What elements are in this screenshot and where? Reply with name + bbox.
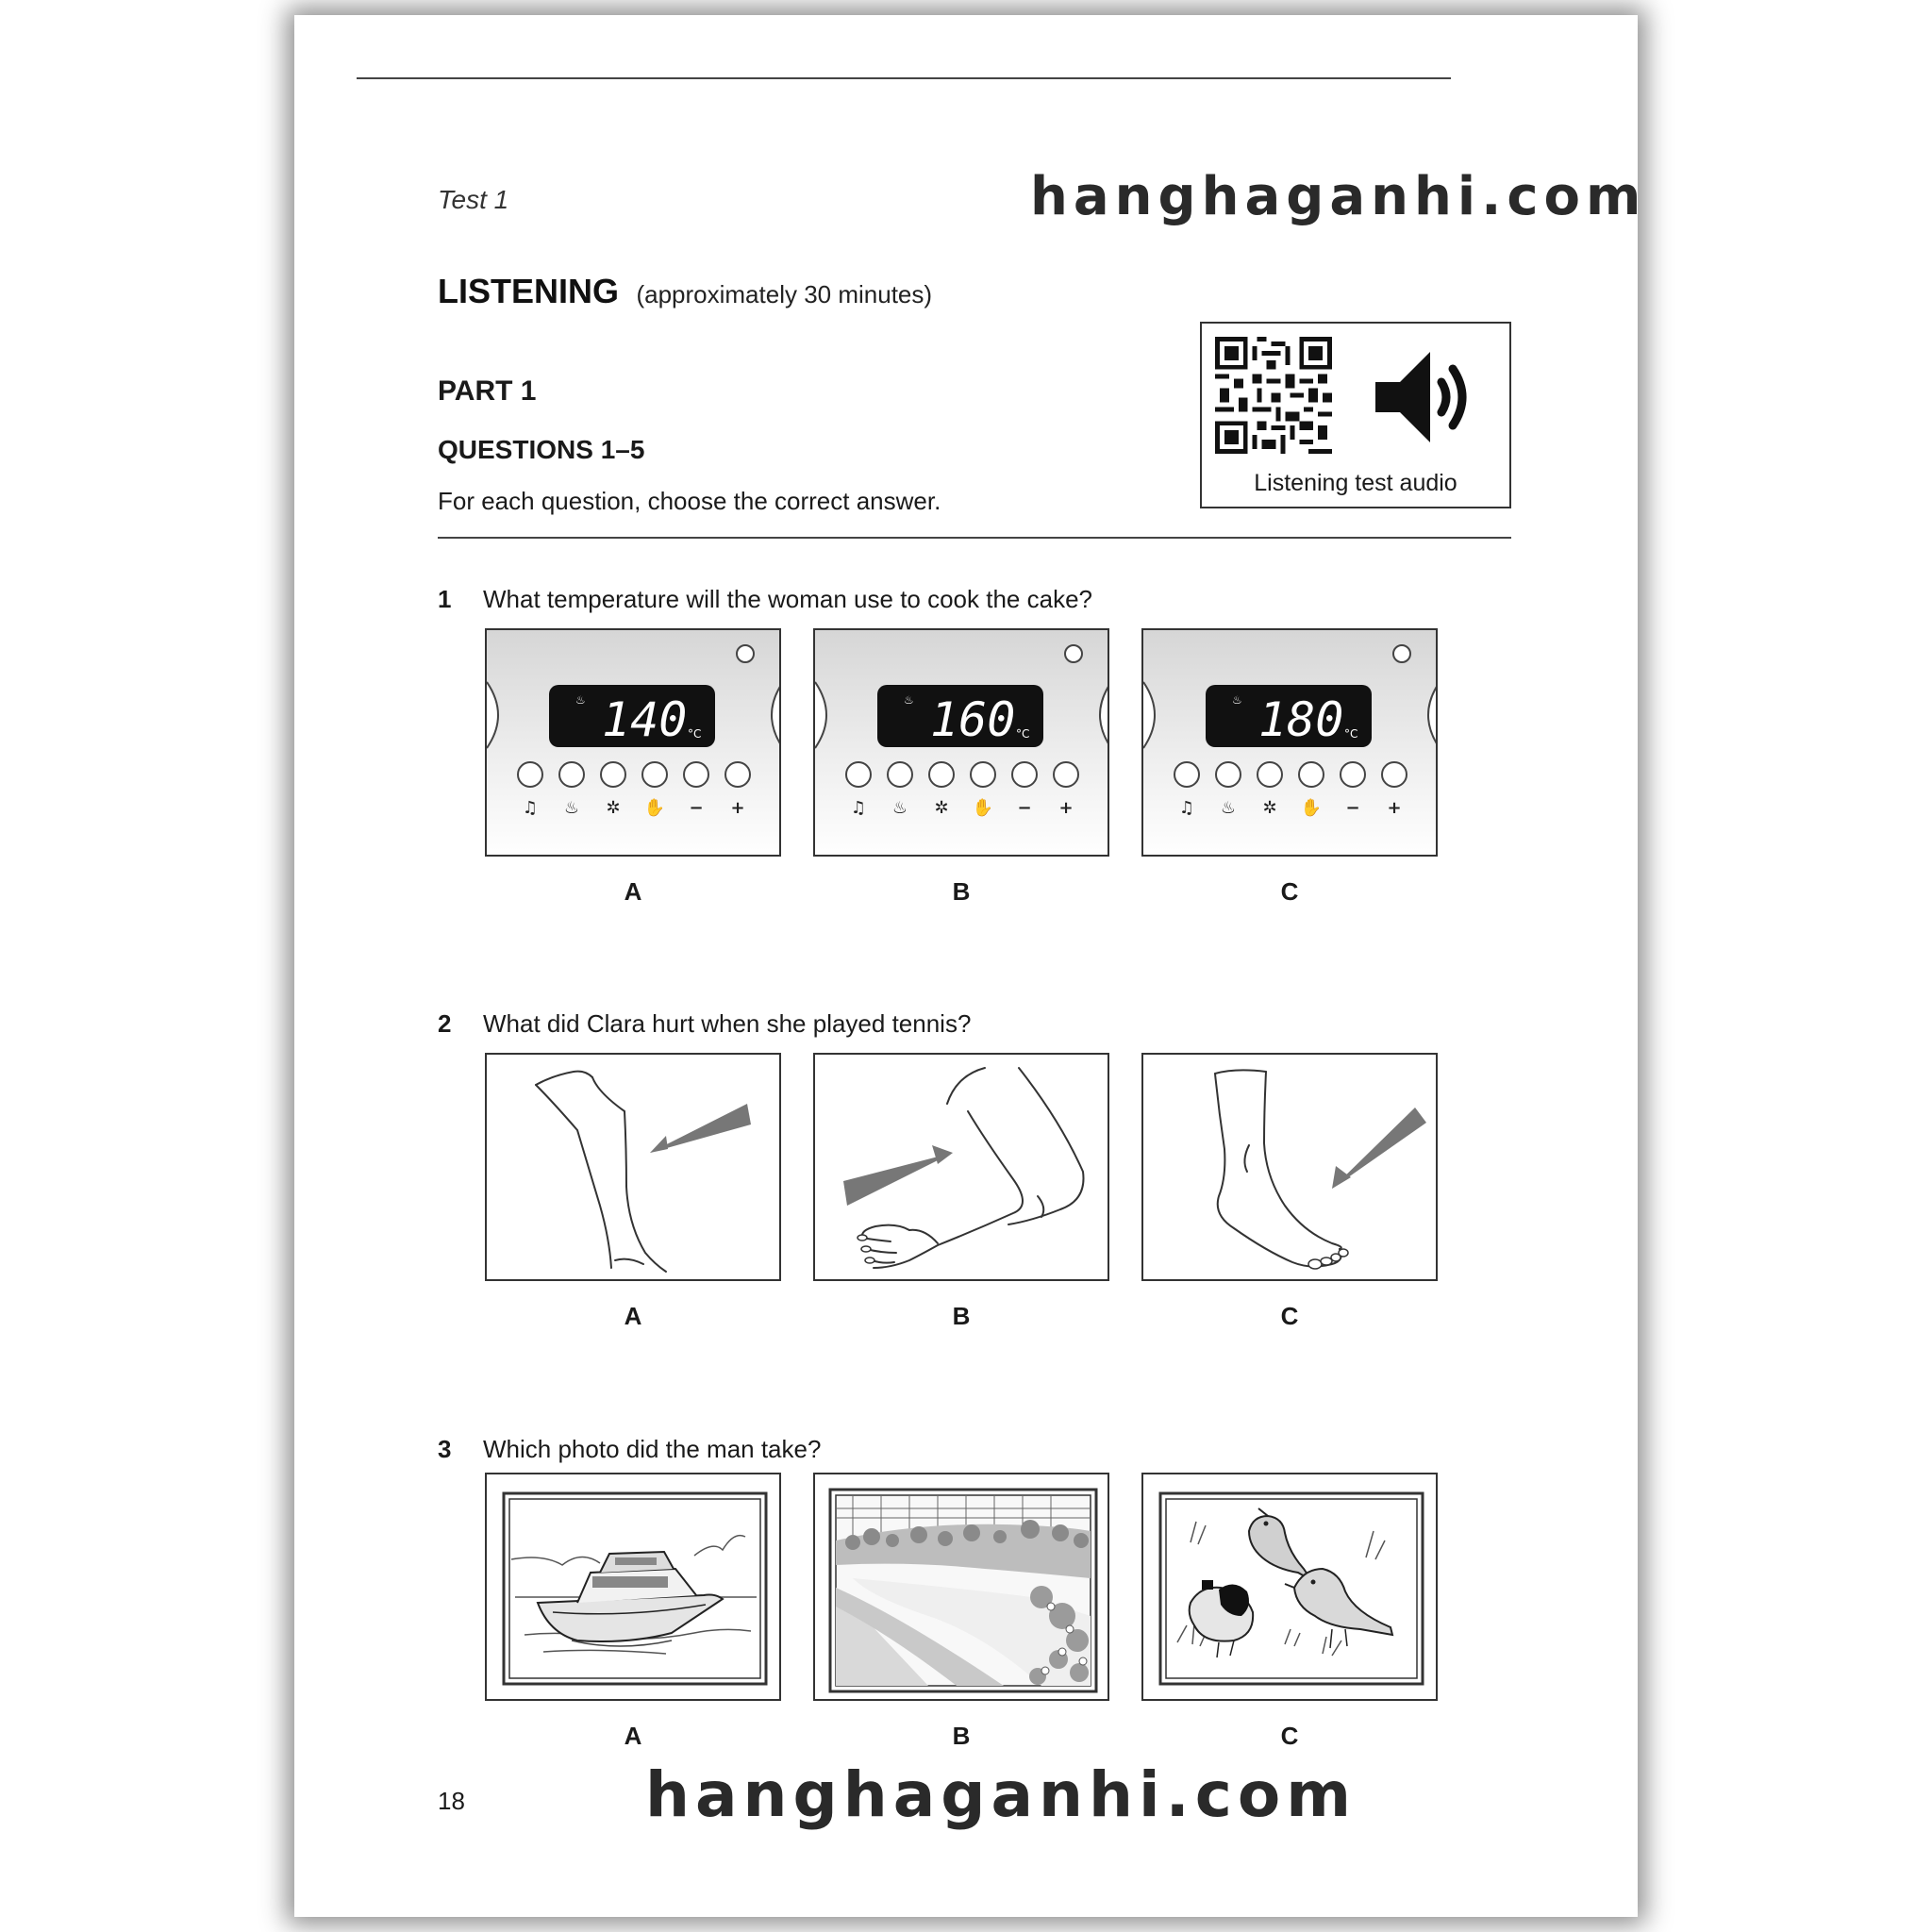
- oven-panel-icon: [815, 630, 1109, 857]
- birds-photo-icon: [1143, 1474, 1438, 1701]
- option-a-oven[interactable]: [485, 628, 781, 857]
- questions-range: QUESTIONS 1–5: [438, 435, 645, 464]
- svg-text:♨: ♨: [1220, 798, 1237, 818]
- leg-icon: [487, 1055, 781, 1281]
- oven-display-value: 160: [930, 692, 1016, 747]
- svg-text:♨: ♨: [891, 798, 908, 818]
- svg-text:✋: ✋: [1300, 798, 1323, 818]
- option-b-photo[interactable]: [813, 1473, 1109, 1701]
- option-c-foot[interactable]: [1141, 1053, 1438, 1281]
- question-text: What did Clara hurt when she played tennis?: [483, 1009, 972, 1038]
- oven-panel-icon: [1143, 630, 1438, 857]
- foot-icon: [1143, 1055, 1438, 1281]
- question-text: What temperature will the woman use to cook the cake?: [483, 585, 1092, 613]
- option-letter-c: C: [1280, 1722, 1299, 1750]
- audio-caption: Listening test audio: [1254, 470, 1457, 496]
- arm-icon: [815, 1055, 1109, 1281]
- document-page: [294, 15, 1647, 1917]
- svg-text:+: +: [730, 798, 745, 818]
- svg-text:♫: ♫: [850, 798, 867, 818]
- watermark-bottom: hanghaganhi.com: [645, 1758, 1357, 1831]
- section-subtitle: (approximately 30 minutes): [636, 280, 933, 308]
- part-label: PART 1: [438, 375, 537, 407]
- svg-text:✲: ✲: [1262, 798, 1277, 818]
- svg-text:♫: ♫: [522, 798, 539, 818]
- option-letter-a: A: [624, 877, 642, 906]
- svg-text:+: +: [1387, 798, 1402, 818]
- question-number: 2: [438, 1009, 452, 1038]
- svg-text:−: −: [1017, 798, 1032, 818]
- option-letter-c: C: [1280, 877, 1299, 906]
- section-heading: [438, 272, 932, 311]
- option-letter-b: B: [952, 1722, 971, 1750]
- svg-text:✲: ✲: [934, 798, 949, 818]
- garden-photo-icon: [815, 1474, 1109, 1701]
- svg-text:✋: ✋: [972, 798, 994, 818]
- section-title: LISTENING: [438, 272, 620, 310]
- boat-photo-icon: [487, 1474, 781, 1701]
- oven-display-value: 140: [602, 692, 688, 747]
- speaker-icon[interactable]: [1372, 346, 1477, 448]
- option-c-photo[interactable]: [1141, 1473, 1438, 1701]
- svg-text:♨: ♨: [563, 798, 580, 818]
- page-number: 18: [438, 1787, 465, 1815]
- oven-display-value: 180: [1258, 692, 1344, 747]
- watermark-top: hanghaganhi.com: [1030, 166, 1647, 227]
- qr-code-icon[interactable]: [1215, 337, 1332, 454]
- svg-text:✲: ✲: [606, 798, 621, 818]
- oven-display-unit: °C: [688, 727, 702, 741]
- top-rule: [357, 77, 1451, 79]
- question-number: 1: [438, 585, 452, 613]
- option-letter-a: A: [624, 1722, 642, 1750]
- oven-display-unit: °C: [1016, 727, 1030, 741]
- section-rule: [438, 537, 1511, 539]
- option-letter-c: C: [1280, 1302, 1299, 1330]
- audio-box[interactable]: [1200, 322, 1511, 508]
- test-label: Test 1: [438, 185, 509, 214]
- svg-text:♨: ♨: [1232, 693, 1242, 707]
- oven-display-unit: °C: [1344, 727, 1358, 741]
- question-number: 3: [438, 1435, 452, 1463]
- svg-text:✋: ✋: [643, 798, 666, 818]
- svg-text:+: +: [1058, 798, 1074, 818]
- question-text: Which photo did the man take?: [483, 1435, 822, 1463]
- svg-text:♨: ♨: [904, 693, 914, 707]
- svg-text:−: −: [1345, 798, 1360, 818]
- svg-text:♨: ♨: [575, 693, 586, 707]
- instruction: For each question, choose the correct answer.: [438, 487, 941, 515]
- option-b-arm[interactable]: [813, 1053, 1109, 1281]
- option-letter-b: B: [952, 1302, 971, 1330]
- option-letter-a: A: [624, 1302, 642, 1330]
- option-c-oven[interactable]: [1141, 628, 1438, 857]
- option-b-oven[interactable]: [813, 628, 1109, 857]
- svg-text:−: −: [689, 798, 704, 818]
- option-letter-b: B: [952, 877, 971, 906]
- option-a-leg[interactable]: [485, 1053, 781, 1281]
- oven-panel-icon: [487, 630, 781, 857]
- option-a-photo[interactable]: [485, 1473, 781, 1701]
- svg-text:♫: ♫: [1178, 798, 1195, 818]
